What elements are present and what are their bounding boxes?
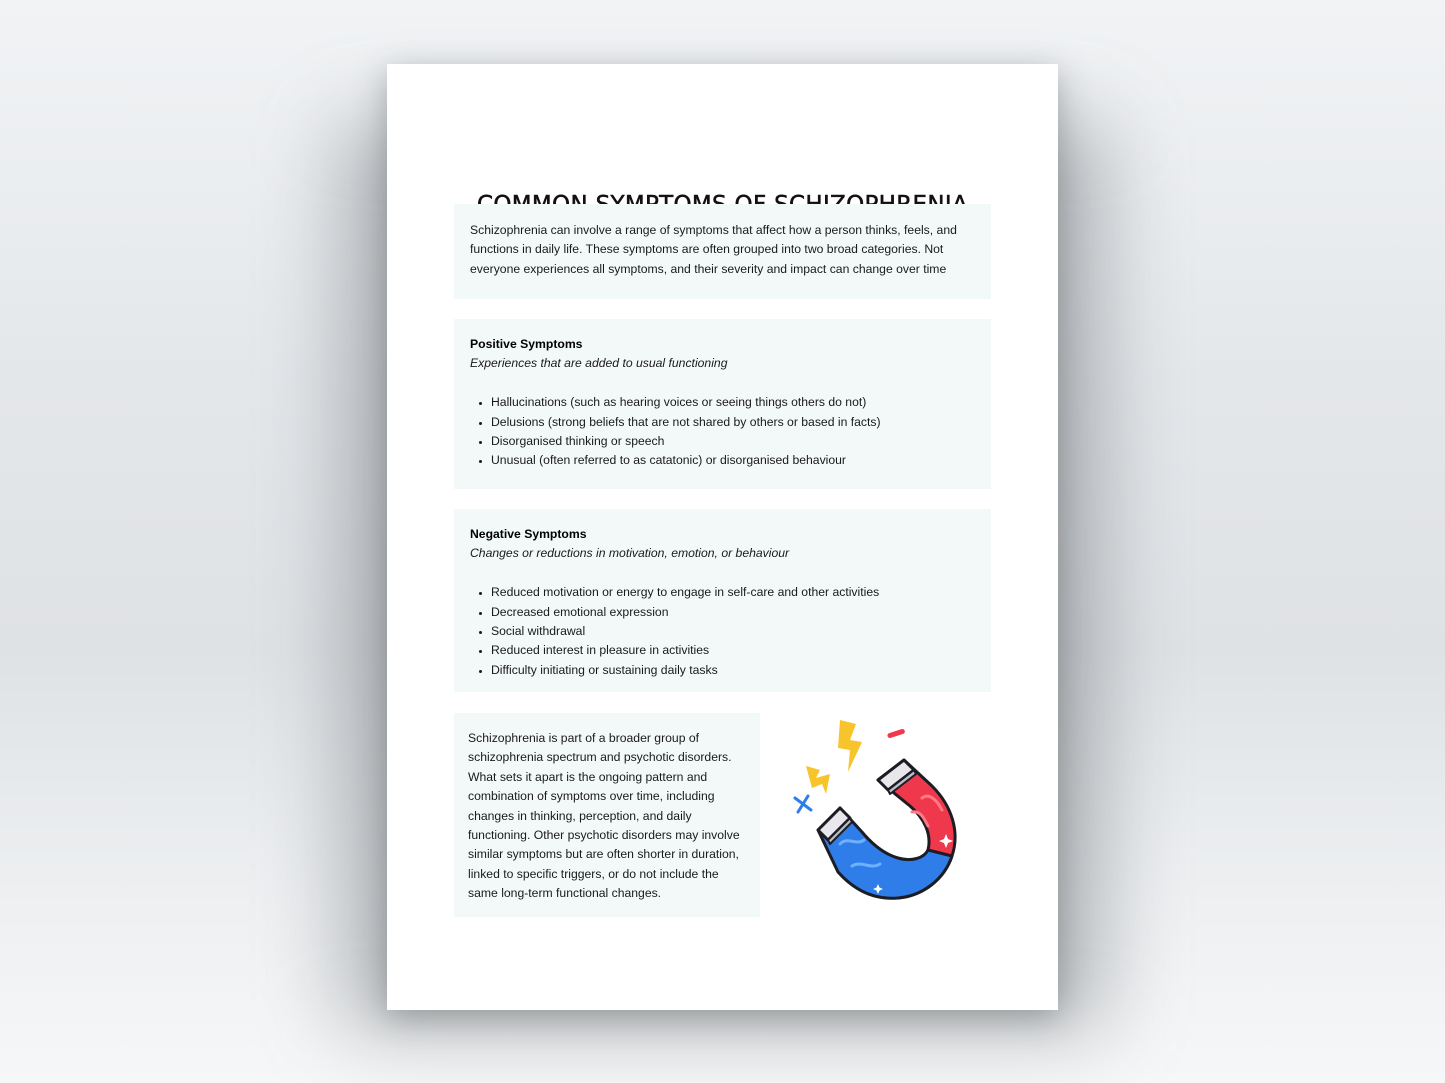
document-page: [387, 64, 1058, 1010]
positive-symptoms-subheading: Experiences that are added to usual functioning: [470, 356, 728, 371]
list-item: • Unusual (often referred to as catatonic) or disorganised behaviour: [491, 451, 975, 470]
list-item: • Reduced interest in pleasure in activities: [491, 641, 975, 660]
lightning-icon: [838, 720, 862, 772]
negative-symptoms-card: [454, 509, 991, 692]
intro-card: [454, 204, 991, 299]
list-item: • Social withdrawal: [491, 622, 975, 641]
negative-symptoms-subheading: Changes or reductions in motivation, emotion, or behaviour: [470, 546, 790, 561]
negative-symptoms-heading: Negative Symptoms: [470, 527, 587, 541]
list-item: • Decreased emotional expression: [491, 603, 975, 622]
list-item: • Reduced motivation or energy to engage in self-care and other activities: [491, 583, 975, 602]
list-item: • Delusions (strong beliefs that are not shared by others or based in facts): [491, 413, 975, 432]
list-item: • Difficulty initiating or sustaining daily tasks: [491, 661, 975, 680]
dash-icon: [887, 728, 906, 738]
plus-icon: [795, 796, 811, 812]
list-item: • Hallucinations (such as hearing voices or seeing things others do not): [491, 393, 975, 412]
positive-symptoms-list: [470, 393, 975, 471]
positive-symptoms-heading: Positive Symptoms: [470, 337, 583, 351]
positive-symptoms-card: [454, 319, 991, 489]
note-card: [454, 713, 760, 917]
magnet-icon: [792, 714, 972, 914]
lightning-icon: [806, 766, 830, 794]
list-item: • Disorganised thinking or speech: [491, 432, 975, 451]
intro-text: Schizophrenia can involve a range of symptoms that affect how a person thinks, feels, and functions in daily life. These symptoms are often grouped into two broad categories. Not everyone experiences all symptoms, and their severity and impact can change over time: [470, 223, 957, 276]
negative-symptoms-list: [470, 583, 975, 680]
note-text: Schizophrenia is part of a broader group of schizophrenia spectrum and psychotic disorders. What sets it apart is the ongoing pattern and combination of symptoms over time, including changes in thinking, perception, and daily functioning. Other psychotic disorders may involve similar symptoms but are often shorter in duration, linked to specific triggers, or do not include the same long-term functional changes.: [468, 731, 740, 901]
